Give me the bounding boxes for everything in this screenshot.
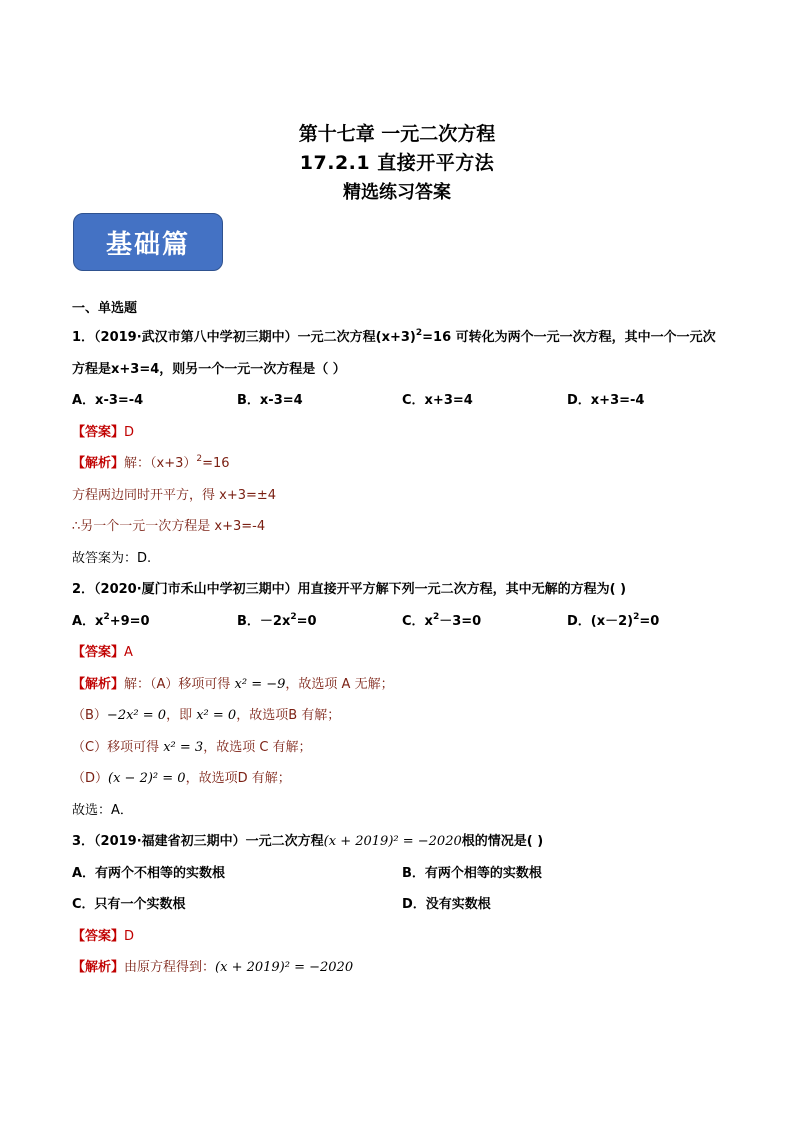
q2-option-c: C．$x^2-3=0$ <box>402 611 482 629</box>
q2-option-d: D．$(x-2)^2=0$ <box>567 611 660 629</box>
q1-conclusion: 故答案为：D. <box>72 550 152 566</box>
q3-analysis: 【解析】由原方程得到：(x + 2019)² = −2020 <box>72 960 354 975</box>
q2-analysis-a: 【解析】解：（A）移项可得 x² = −9，故选项 A 无解； <box>72 676 394 692</box>
q2-option-a: A．$x^2+9=0$ <box>72 611 150 629</box>
q1-option-b: B．x-3=4 <box>237 393 303 408</box>
q3-option-c: C．只有一个实数根 <box>72 897 186 912</box>
q2-analysis-d: （D）(x − 2)² = 0，故选项D 有解； <box>72 771 291 786</box>
q3-stem: 3．（2019·福建省初三期中）一元二次方程(x + 2019)² = −2020根的情况是( ) <box>72 834 544 849</box>
section-title: 17.2.1 直接开平方法 <box>299 152 495 174</box>
q2-answer: 【答案】A <box>72 645 133 660</box>
q3-option-a: A．有两个不相等的实数根 <box>72 865 226 881</box>
q3-option-b: B．有两个相等的实数根 <box>402 865 542 881</box>
q2-analysis-c: （C）移项可得 x² = 3，故选项 C 有解； <box>72 739 312 755</box>
q1-stem-line2: 方程是x+3=4，则另一个一元一次方程是（ ） <box>72 361 346 377</box>
document-body <box>72 296 732 984</box>
q3-answer: 【答案】D <box>72 928 135 944</box>
q2-analysis-b: （B）−2x² = 0，即 x² = 0，故选项B 有解； <box>72 708 341 723</box>
q1-option-c: C．x+3=4 <box>402 393 473 408</box>
q1-option-d: D．x+3=-4 <box>567 393 645 408</box>
q3-option-d: D．没有实数根 <box>402 897 491 912</box>
q2-stem: 2．（2020·厦门市禾山中学初三期中）用直接开平方解下列一元二次方程，其中无解的方程为( ) <box>72 582 627 597</box>
q1-option-a: A．x-3=-4 <box>72 393 144 408</box>
q1-step-2: 方程两边同时开平方，得 x+3=±4 <box>72 487 277 503</box>
q1-options <box>72 385 732 417</box>
q1-answer: 【答案】D <box>72 424 135 440</box>
q2-option-b: B．$-2x^2=0$ <box>237 611 317 629</box>
q2-conclusion: 故选：A． <box>72 802 133 818</box>
q1-analysis: 【解析】解：$(x+3)^2=16$ <box>72 454 230 471</box>
level-badge: 基础篇 <box>73 213 223 271</box>
title-block <box>0 120 794 208</box>
chapter-title: 第十七章 一元二次方程 <box>298 123 496 145</box>
q1-step-3: ∴另一个一元一次方程是 x+3=-4 <box>72 519 266 534</box>
section-heading: 一、单选题 <box>72 301 138 316</box>
q3-options-row2 <box>72 889 732 921</box>
subtitle: 精选练习答案 <box>343 182 451 203</box>
q3-options-row1 <box>72 858 732 890</box>
q1-stem-line1: 1．（2019·武汉市第八中学初三期中）一元二次方程$(x+3)^2=16$ 可转化为两个一元一次方程，其中一个一元次 <box>72 328 716 345</box>
q2-options <box>72 606 732 638</box>
